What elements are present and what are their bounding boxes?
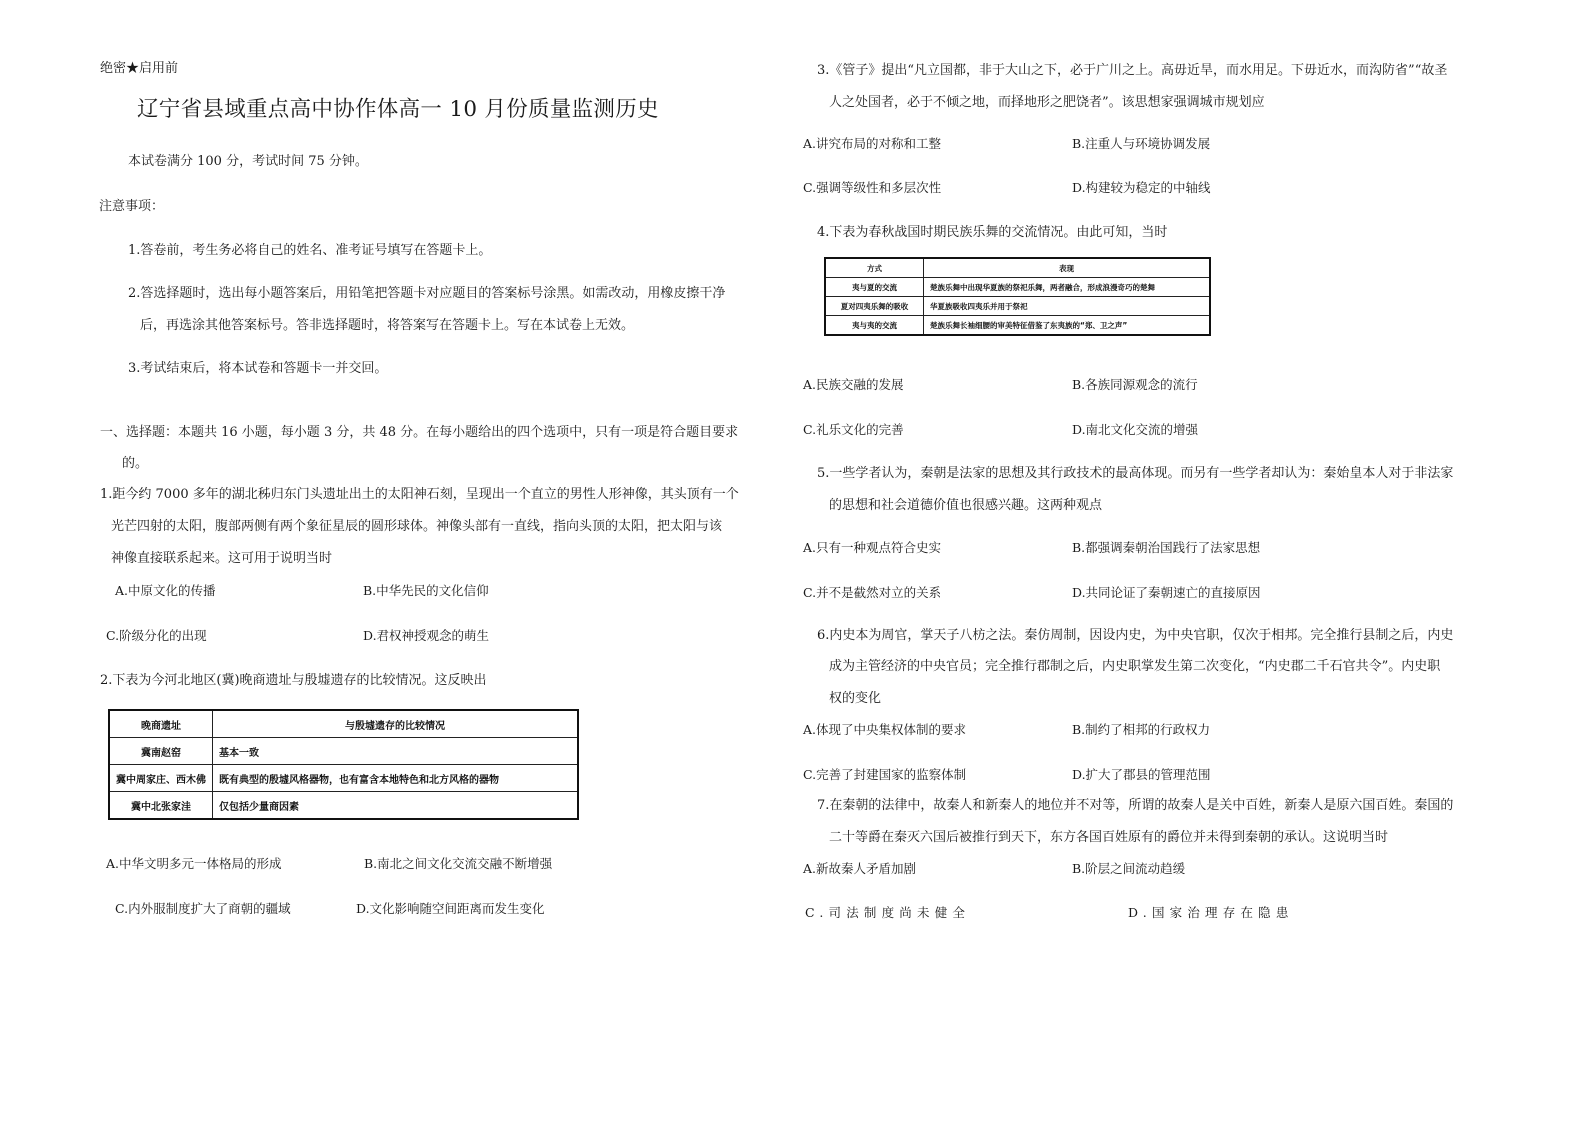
q5-stem: 的思想和社会道德价值也很感兴趣。这两种观点 [829, 498, 1103, 513]
notice-label: 注意事项： [99, 199, 165, 214]
q4-table [824, 257, 1211, 336]
q7-stem: 7.在秦朝的法律中，故秦人和新秦人的地位并不对等，所谓的故秦人是关中百姓，新秦人是原六国百姓。秦国的 [817, 798, 1454, 813]
q5-option-d[interactable]: D.共同论证了秦朝速亡的直接原因 [1072, 585, 1261, 600]
table-cell: 冀中周家庄、西木佛 [109, 765, 213, 792]
table-header-cell: 与殷墟遗存的比较情况 [213, 710, 579, 738]
q2-option-b[interactable]: B.南北之间文化交流交融不断增强 [364, 856, 553, 871]
q7-option-a[interactable]: A.新故秦人矛盾加剧 [803, 861, 917, 876]
table-cell: 基本一致 [213, 738, 579, 765]
q3-option-a[interactable]: A.讲究布局的对称和工整 [803, 136, 942, 151]
exam-info: 本试卷满分 100 分，考试时间 75 分钟。 [128, 154, 368, 169]
table-row [109, 792, 578, 820]
confidential-mark: 绝密★启用前 [100, 61, 179, 76]
table-row [825, 297, 1210, 316]
table-cell: 冀中北张家洼 [109, 792, 213, 820]
q6-option-c[interactable]: C.完善了封建国家的监察体制 [803, 767, 967, 782]
q3-option-b[interactable]: B.注重人与环境协调发展 [1072, 136, 1211, 151]
table-row [109, 765, 578, 792]
table-row [109, 738, 578, 765]
q3-stem: 3.《管子》提出“凡立国都，非于大山之下，必于广川之上。高毋近旱，而水用足。下毋近水，而沟防省”“故圣 [817, 63, 1448, 78]
q5-option-c[interactable]: C.并不是截然对立的关系 [803, 585, 942, 600]
q1-stem: 1.距今约 7000 多年的湖北秭归东门头遗址出土的太阳神石刻，呈现出一个直立的男性人形神像，其头顶有一个 [100, 487, 739, 502]
q6-option-b[interactable]: B.制约了相邦的行政权力 [1072, 722, 1211, 737]
q6-stem: 6.内史本为周官，掌天子八枋之法。秦仿周制，因设内史，为中央官职，仅次于相邦。完全推行县制之后，内史 [817, 628, 1454, 643]
table-cell: 华夏族吸收四夷乐并用于祭祀 [924, 297, 1211, 316]
q7-option-b[interactable]: B.阶层之间流动趋缓 [1072, 861, 1186, 876]
q6-stem: 成为主管经济的中央官员；完全推行郡制之后，内史职掌发生第二次变化，“内史郡二千石官共令”。内史职 [829, 659, 1441, 674]
q2-table [108, 709, 579, 820]
q2-option-c[interactable]: C.内外服制度扩大了商朝的疆域 [115, 901, 291, 916]
q1-option-d[interactable]: D.君权神授观念的萌生 [363, 628, 490, 643]
table-header-cell: 表现 [924, 258, 1211, 278]
table-cell: 冀南赵窑 [109, 738, 213, 765]
table-cell: 夷与夷的交流 [825, 316, 924, 336]
table-cell: 夷与夏的交流 [825, 278, 924, 297]
q1-stem: 光芒四射的太阳，腹部两侧有两个象征星辰的圆形球体。神像头部有一直线，指向头顶的太阳，把太阳与该 [111, 519, 723, 534]
page-title: 辽宁省县域重点高中协作体高一 10 月份质量监测历史 [137, 97, 659, 122]
q4-option-d[interactable]: D.南北文化交流的增强 [1072, 422, 1199, 437]
q4-option-c[interactable]: C.礼乐文化的完善 [803, 422, 904, 437]
q1-stem: 神像直接联系起来。这可用于说明当时 [111, 551, 333, 566]
notice-item: 1.答卷前，考生务必将自己的姓名、准考证号填写在答题卡上。 [128, 243, 492, 258]
table-cell: 夏对四夷乐舞的吸收 [825, 297, 924, 316]
q6-option-d[interactable]: D.扩大了郡县的管理范围 [1072, 767, 1211, 782]
q6-stem: 权的变化 [829, 691, 882, 706]
notice-item-cont: 后，再选涂其他答案标号。答非选择题时，将答案写在答题卡上。写在本试卷上无效。 [140, 318, 635, 333]
table-row [825, 316, 1210, 336]
table-cell: 既有典型的殷墟风格器物，也有富含本地特色和北方风格的器物 [213, 765, 579, 792]
q2-stem: 2.下表为今河北地区(冀)晚商遗址与殷墟遗存的比较情况。这反映出 [100, 673, 487, 688]
table-header-cell: 晚商遗址 [109, 710, 213, 738]
q7-option-c[interactable]: C.司法制度尚未健全 [805, 905, 971, 920]
section-heading: 一、选择题：本题共 16 小题，每小题 3 分，共 48 分。在每小题给出的四个选项中，只有一项是符合题目要求 [100, 425, 739, 440]
table-header-row [109, 710, 578, 738]
table-cell: 楚族乐舞长袖细腰的审美特征借鉴了东夷族的“郑、卫之声” [924, 316, 1211, 336]
q1-option-b[interactable]: B.中华先民的文化信仰 [363, 583, 489, 598]
notice-item: 2.答选择题时，选出每小题答案后，用铅笔把答题卡对应题目的答案标号涂黑。如需改动，用橡皮擦干净 [128, 286, 726, 301]
table-cell: 仅包括少量商因素 [213, 792, 579, 820]
q7-option-d[interactable]: D.国家治理存在隐患 [1128, 905, 1294, 920]
q1-option-a[interactable]: A.中原文化的传播 [115, 583, 216, 598]
q5-option-a[interactable]: A.只有一种观点符合史实 [803, 540, 942, 555]
q3-option-d[interactable]: D.构建较为稳定的中轴线 [1072, 180, 1211, 195]
table-row [825, 278, 1210, 297]
q4-stem: 4.下表为春秋战国时期民族乐舞的交流情况。由此可知，当时 [817, 225, 1168, 240]
q4-option-b[interactable]: B.各族同源观念的流行 [1072, 377, 1198, 392]
q1-option-c[interactable]: C.阶级分化的出现 [106, 628, 207, 643]
table-cell: 楚族乐舞中出现华夏族的祭祀乐舞，两者融合，形成浪漫奇巧的楚舞 [924, 278, 1211, 297]
section-heading-cont: 的。 [122, 456, 149, 471]
q5-option-b[interactable]: B.都强调秦朝治国践行了法家思想 [1072, 540, 1261, 555]
q4-option-a[interactable]: A.民族交融的发展 [803, 377, 904, 392]
table-header-row [825, 258, 1210, 278]
q5-stem: 5.一些学者认为，秦朝是法家的思想及其行政技术的最高体现。而另有一些学者却认为：秦始皇本人对于非法家 [817, 466, 1454, 481]
notice-item: 3.考试结束后，将本试卷和答题卡一并交回。 [128, 361, 388, 376]
q7-stem: 二十等爵在秦灭六国后被推行到天下，东方各国百姓原有的爵位并未得到秦朝的承认。这说明当时 [829, 830, 1389, 845]
q6-option-a[interactable]: A.体现了中央集权体制的要求 [803, 722, 967, 737]
q2-option-a[interactable]: A.中华文明多元一体格局的形成 [106, 856, 282, 871]
q2-option-d[interactable]: D.文化影响随空间距离而发生变化 [356, 901, 545, 916]
q3-option-c[interactable]: C.强调等级性和多层次性 [803, 180, 942, 195]
table-header-cell: 方式 [825, 258, 924, 278]
q3-stem: 人之处国者，必于不倾之地，而择地形之肥饶者”。该思想家强调城市规划应 [829, 95, 1265, 110]
